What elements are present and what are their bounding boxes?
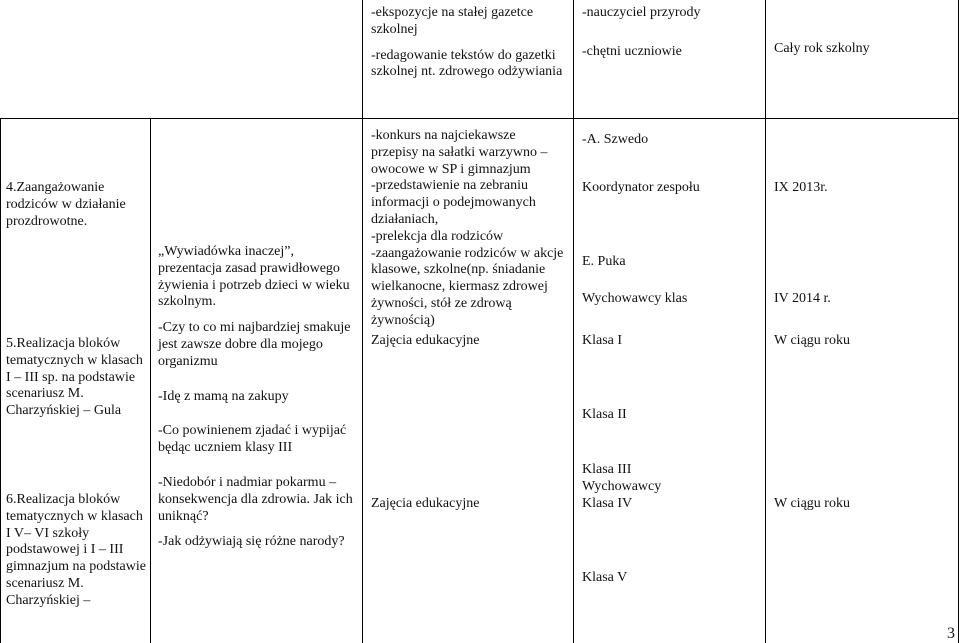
top-row-people: [582, 5, 762, 61]
activity-text: -prelekcja dla rodziców: [371, 228, 504, 244]
task-text: 6.Realizacja bloków tematycznych w klasach I V– VI szkoły podstawowej i I – III gimnazjum na podstawie scenariusz M. Charzyńskiej –: [6, 492, 146, 608]
person-text: -chętni uczniowie: [582, 43, 682, 59]
topic-text: -Niedobór i nadmiar pokarmu – konsekwencja dla zdrowia. Jak ich uniknąć?: [158, 474, 353, 524]
person-text: -nauczyciel przyrody: [582, 5, 701, 20]
date-w-ciagu-roku-2: [774, 496, 954, 513]
table-vline-4: [573, 0, 574, 643]
activity-text: Zajęcia edukacyjne: [371, 496, 480, 511]
table-border-top-row-bottom: [0, 118, 959, 119]
table-vline-5: [765, 0, 766, 643]
table-vline-2: [150, 119, 151, 643]
topic-text: -Czy to co mi najbardziej smakuje jest zawsze dobre dla mojego organizmu: [158, 320, 351, 369]
person-text: E. Puka: [582, 254, 626, 269]
activity-edu-1: [371, 333, 566, 350]
person-text: Klasa II: [582, 407, 627, 422]
date-text: W ciągu roku: [774, 333, 850, 348]
date-text: IV 2014 r.: [774, 291, 831, 306]
date-text: Cały rok szkolny: [774, 41, 870, 56]
activity-text: -ekspozycje na stałej gazetce szkolnej: [371, 5, 534, 37]
resp-klasa-2: [582, 407, 762, 424]
table-vline-3: [362, 0, 363, 643]
person-text: -A. Szwedo: [582, 132, 649, 147]
topic-text: -Idę z mamą na zakupy: [158, 388, 289, 404]
date-text: W ciągu roku: [774, 496, 850, 511]
date-iv-2014: [774, 291, 954, 308]
resp-klasa-1: [582, 333, 762, 350]
activity-text: Zajęcia edukacyjne: [371, 333, 480, 348]
date-ix-2013: [774, 180, 954, 197]
resp-klasa-4: [582, 496, 762, 513]
activity-edu-2: [371, 496, 566, 513]
person-text: Klasa IV: [582, 496, 633, 511]
resp-puka: [582, 254, 762, 271]
task-4: [6, 180, 146, 230]
task-6: [6, 492, 146, 610]
person-text: Koordynator zespołu: [582, 180, 700, 195]
resp-koordynator: [582, 180, 762, 197]
top-row-date: [774, 41, 954, 58]
person-text: Wychowawcy klas: [582, 291, 688, 306]
task-5: [6, 336, 146, 420]
activity-text: -konkurs na najciekawsze przepisy na sałatki warzywno – owocowe w SP i gimnazjum: [371, 128, 548, 177]
top-row-activities: [371, 5, 566, 81]
topic-text: -Jak odżywiają się różne narody?: [158, 534, 345, 550]
person-text: Wychowawcy: [582, 478, 662, 494]
person-text: Klasa III: [582, 462, 632, 477]
activity-text: -redagowanie tekstów do gazetki szkolnej nt. zdrowego odżywiania: [371, 47, 563, 80]
date-text: IX 2013r.: [774, 180, 828, 195]
activity-text: -przedstawienie na zebraniu informacji o podejmowanych działaniach,: [371, 178, 536, 227]
table-vline-1: [0, 119, 1, 643]
page-number: 3: [947, 624, 955, 642]
person-text: Klasa I: [582, 333, 623, 348]
resp-klasa-5: [582, 570, 762, 587]
task-text: 5.Realizacja bloków tematycznych w klasach I – III sp. na podstawie scenariusz M. Charzyńskiej – Gula: [6, 336, 143, 419]
date-w-ciagu-roku-1: [774, 333, 954, 350]
resp-wychowawcy-klas: [582, 291, 762, 308]
activities-cell: [371, 128, 566, 330]
activity-text: -zaangażowanie rodziców w akcje klasowe, szkolne(np. śniadanie wielkanocne, kiermasz zdrowej żywności, stół ze zdrową żywnością): [371, 245, 564, 328]
person-text: Klasa V: [582, 570, 628, 585]
topic-text: „Wywiadówka inaczej”, prezentacja zasad prawidłowego żywienia i potrzeb dzieci w wieku szkolnym.: [158, 244, 350, 310]
task-text: 4.Zaangażowanie rodziców w działanie prozdrowotne.: [6, 180, 126, 229]
topics-cell: [158, 244, 358, 551]
resp-szwedo: [582, 132, 762, 149]
topic-text: -Co powinienem zjadać i wypijać będąc uczniem klasy III: [158, 423, 347, 456]
resp-klasa-3: [582, 462, 762, 496]
